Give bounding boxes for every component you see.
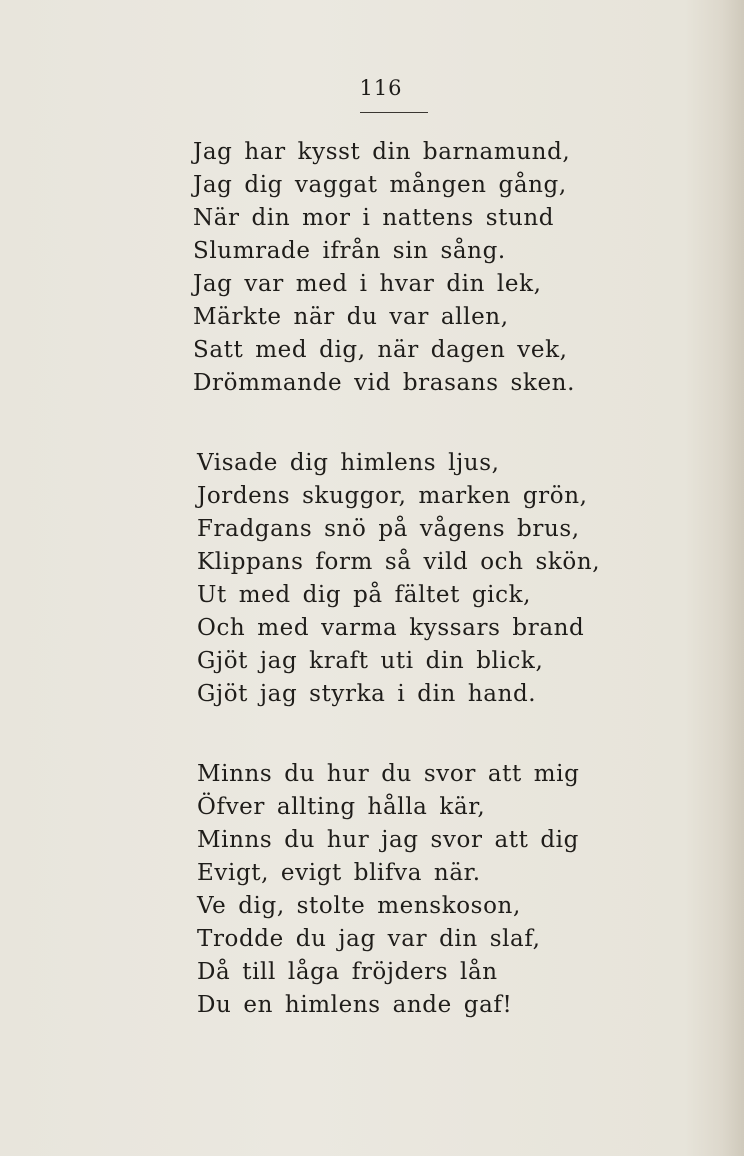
poem-line: Minns du hur jag svor att dig — [197, 827, 579, 853]
poem-line: Ve dig, stolte menskoson, — [197, 893, 521, 919]
poem-line: Slumrade ifrån sin sång. — [193, 238, 506, 264]
poem-line: Gjöt jag styrka i din hand. — [197, 681, 537, 707]
poem-line: Öfver allting hålla kär, — [197, 794, 486, 820]
poem-line: Minns du hur du svor att mig — [197, 761, 580, 787]
stanza-1 — [193, 136, 575, 400]
poem-line: Evigt, evigt blifva när. — [197, 860, 481, 886]
poem-line: Då till låga fröjders lån — [197, 959, 498, 985]
page-number: 116 — [359, 76, 403, 100]
poem-line: Fradgans snö på vågens brus, — [197, 516, 580, 542]
stanza-2 — [193, 447, 600, 711]
poem-line: Drömmande vid brasans sken. — [193, 370, 576, 396]
poem-line: Klippans form så vild och skön, — [197, 549, 601, 575]
poem-line: Trodde du jag var din slaf, — [197, 926, 541, 952]
poem-line: Jordens skuggor, marken grön, — [197, 483, 588, 509]
poem-line: Och med varma kyssars brand — [197, 615, 585, 641]
poem-line: Jag var med i hvar din lek, — [193, 271, 542, 297]
poem-line: Jag har kysst din barnamund, — [193, 139, 571, 165]
poem-line: Märkte när du var allen, — [193, 304, 509, 330]
poem-line: Satt med dig, när dagen vek, — [193, 337, 568, 363]
poem-line: Du en himlens ande gaf! — [197, 992, 513, 1018]
poem-line: Ut med dig på fältet gick, — [197, 582, 532, 608]
stanza-3 — [193, 758, 579, 1022]
poem-line: Visade dig himlens ljus, — [197, 450, 500, 476]
header-rule — [360, 112, 428, 113]
poem-line: Jag dig vaggat mången gång, — [193, 172, 567, 198]
poem-line: Gjöt jag kraft uti din blick, — [197, 648, 544, 674]
poem-line: När din mor i nattens stund — [193, 205, 555, 231]
